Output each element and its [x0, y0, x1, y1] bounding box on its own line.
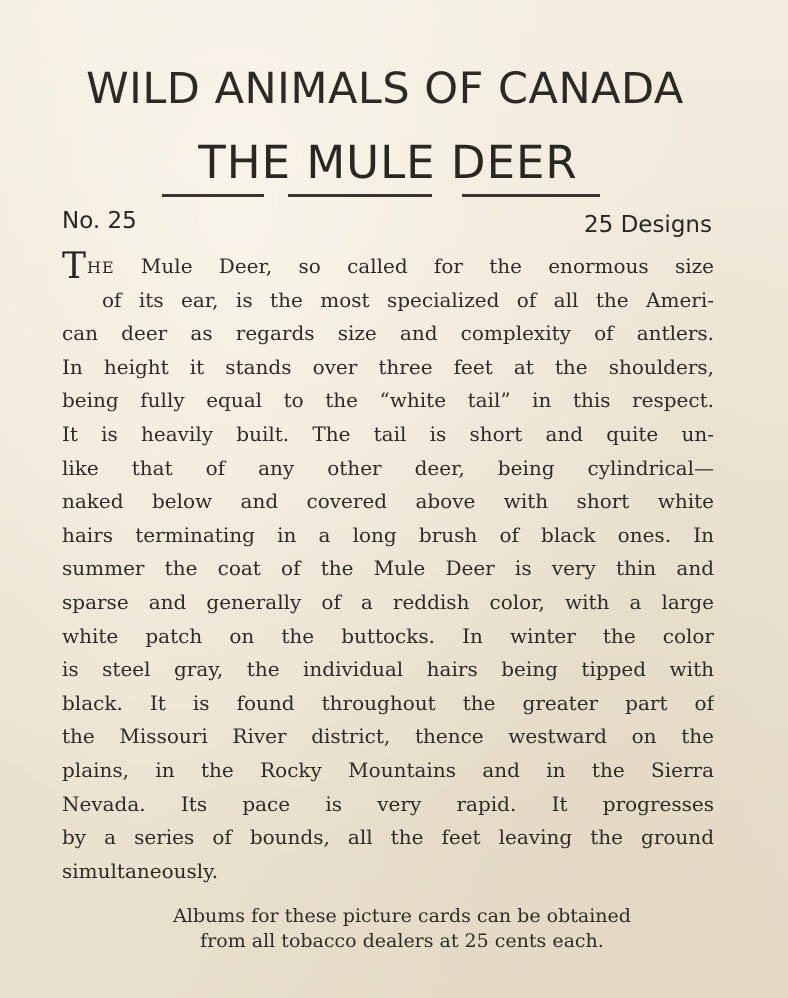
description-line: hairs terminating in a long brush of black ones. In [62, 522, 714, 547]
description-line: simultaneously. [62, 858, 219, 883]
description-line: is steel gray, the individual hairs being tipped with [62, 657, 714, 682]
description-text [62, 250, 714, 888]
title-underline-right [462, 194, 600, 197]
description-line [62, 250, 714, 284]
title-underline-left [162, 194, 264, 197]
description-line: can deer as regards size and complexity of antlers. [62, 321, 714, 346]
description-line: Nevada. Its pace is very rapid. It progresses [62, 791, 714, 816]
description-line: summer the coat of the Mule Deer is very thin and [62, 556, 714, 581]
album-note-line: from all tobacco dealers at 25 cents each. [200, 930, 604, 952]
card-number: No. 25 [62, 208, 137, 234]
description-line: In height it stands over three feet at the shoulders, [62, 354, 714, 379]
description-line: sparse and generally of a reddish color, with a large [62, 589, 714, 614]
description-line: black. It is found throughout the greater part of [62, 690, 714, 715]
description-line: being fully equal to the “white tail” in this respect. [62, 388, 714, 413]
description-line: by a series of bounds, all the feet leaving the ground [62, 825, 714, 850]
description-line-text: Mule Deer, so called for the enormous size [114, 254, 714, 278]
title-underline-middle [288, 194, 432, 197]
series-title: WILD ANIMALS OF CANADA [86, 64, 684, 114]
description-line: of its ear, is the most specialized of all the Ameri- [102, 287, 714, 312]
description-line: naked below and covered above with short white [62, 489, 714, 514]
description-line: like that of any other deer, being cylindrical— [62, 455, 714, 480]
album-note-line: Albums for these picture cards can be obtained [173, 905, 631, 927]
card-title: THE MULE DEER [198, 136, 578, 189]
description-line: white patch on the buttocks. In winter the color [62, 623, 714, 648]
description-line: plains, in the Rocky Mountains and in the Sierra [62, 757, 714, 782]
album-note [0, 904, 788, 954]
design-count: 25 Designs [584, 212, 712, 238]
description-line: the Missouri River district, thence westward on the [62, 724, 714, 749]
drop-cap-rest: HE [87, 258, 115, 277]
drop-cap: T [62, 250, 87, 284]
description-line: It is heavily built. The tail is short and quite un- [62, 421, 714, 446]
